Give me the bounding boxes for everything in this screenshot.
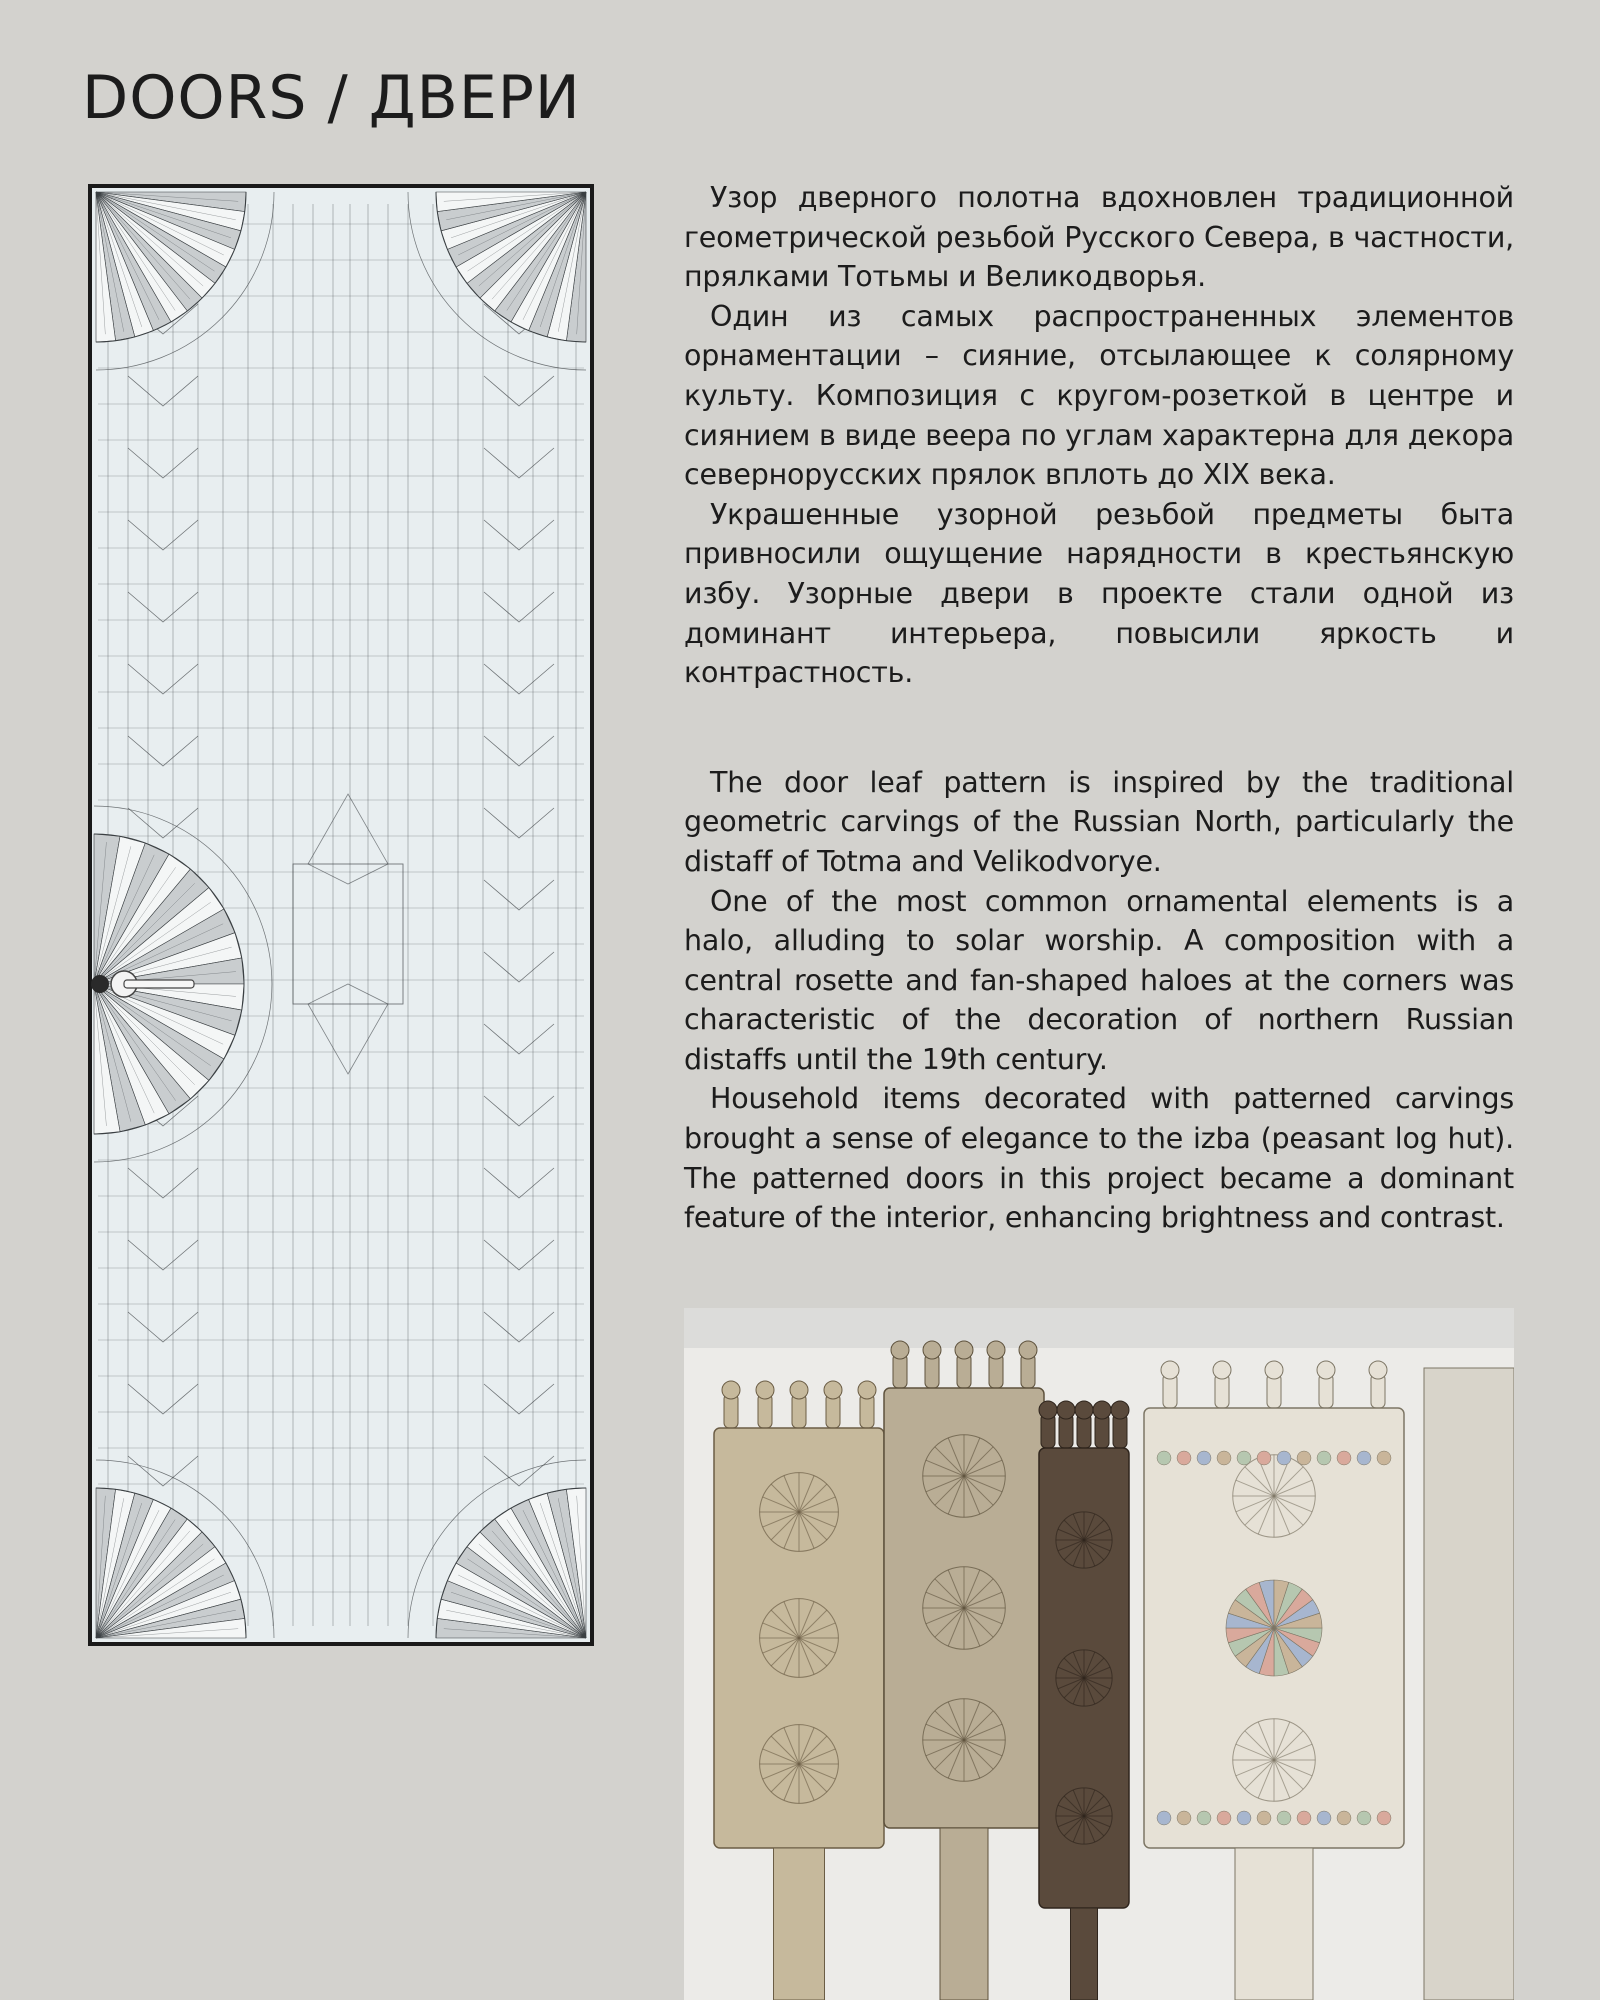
page-title: DOORS / ДВЕРИ [82,63,581,133]
door-illustration [88,184,594,1646]
en-paragraph-2: One of the most common ornamental elements is a halo, alluding to solar worship. A composition with a central rosette and fan-shaped haloes at the corners was characteristic of the decoration of northern Russian distaffs until the 19th century. [684,884,1514,1076]
description-column [684,178,1514,1238]
ru-paragraph-3: Украшенные узорной резьбой предметы быта привносили ощущение нарядности в крестьянскую избу. Узорные двери в проекте стали одной из доминант интерьера, повысили яркость и контрастность. [684,497,1514,690]
english-description [684,763,1514,1238]
ru-paragraph-2: Один из самых распространенных элементов орнаментации – сияние, отсылающее к солярному культу. Композиция с кругом-розеткой в центре и сиянием в виде веера по углам характерна для декора севернорусских прялок вплоть до XIX века. [684,299,1514,492]
russian-description [684,178,1514,693]
distaffs-photo [684,1308,1514,2000]
en-paragraph-1: The door leaf pattern is inspired by the traditional geometric carvings of the Russian North, particularly the distaff of Totma and Velikodvorye. [684,765,1514,878]
en-paragraph-3: Household items decorated with patterned carvings brought a sense of elegance to the izba (peasant log hut). The patterned doors in this project became a dominant feature of the interior, enhancing brightness and contrast. [684,1082,1514,1235]
carved-door-drawing-icon [88,184,594,1646]
carved-distaffs-photo-icon [684,1308,1514,2000]
ru-paragraph-1: Узор дверного полотна вдохновлен традиционной геометрической резьбой Русского Севера, в частности, прялками Тотьмы и Великодворья. [684,181,1514,294]
